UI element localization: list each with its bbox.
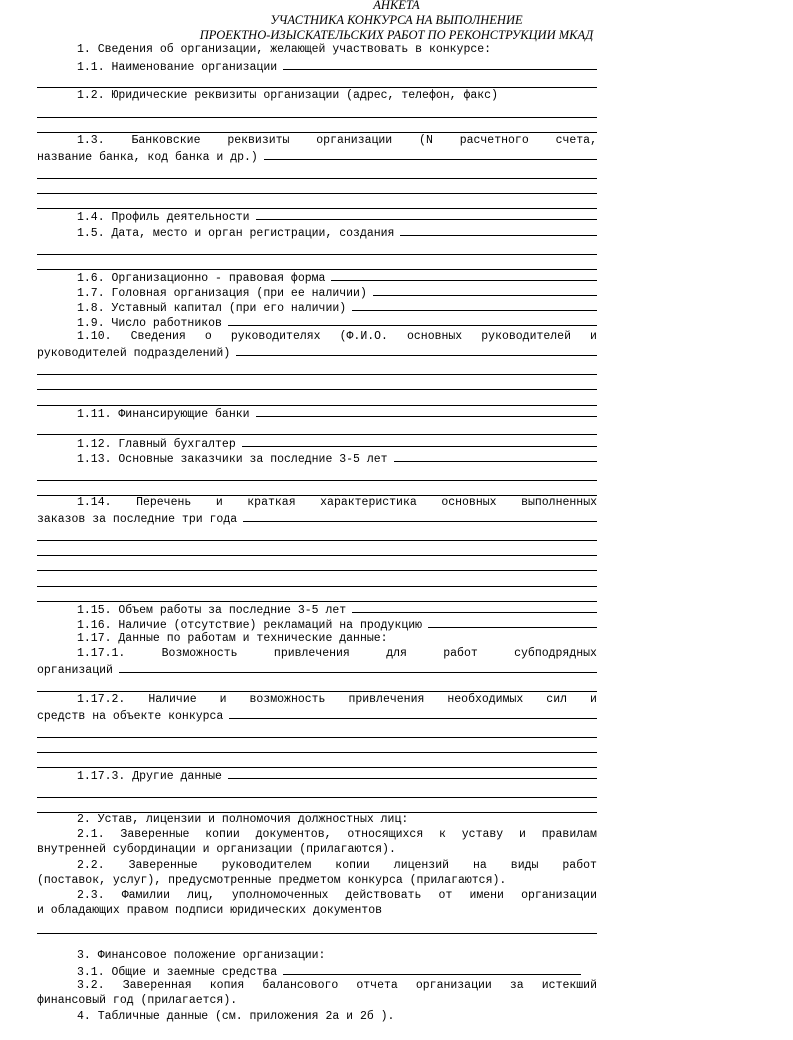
item-2-3-line2: и обладающих правом подписи юридических документов (37, 904, 383, 917)
word: Заверенные (128, 859, 198, 872)
item-1-14-line1 (37, 496, 597, 510)
item-3-2-line2: финансовый год (прилагается). (37, 994, 238, 1007)
word: (Ф.И.О. (339, 330, 388, 343)
funds-field[interactable] (283, 964, 581, 975)
word: 1.17.2. (77, 693, 126, 706)
word: и (590, 330, 597, 343)
word: виды (510, 859, 539, 872)
item-1-17-1-line1 (37, 647, 597, 661)
item-1-3-line1 (37, 134, 597, 148)
fill-line[interactable] (37, 752, 597, 753)
fill-line[interactable] (37, 254, 597, 255)
word: (N (419, 134, 433, 147)
item-3-1: 3.1. Общие и заемные средства (37, 964, 581, 980)
word: лиц, (187, 889, 215, 902)
word: о (204, 330, 212, 343)
item-1-1: 1.1. Наименование организации (37, 59, 597, 75)
word: Заверенная (122, 979, 192, 992)
word: и (215, 496, 223, 509)
resources-field[interactable] (229, 708, 597, 719)
item-1-14-line2: заказов за последние три года (37, 511, 597, 527)
item-1-8: 1.8. Уставный капитал (при его наличии) (37, 300, 597, 316)
item-2-3-line1 (37, 889, 597, 903)
section-2-heading: 2. Устав, лицензии и полномочия должностных лиц: (77, 813, 409, 826)
word: Заверенные (120, 828, 190, 841)
word: и (590, 693, 597, 706)
word: выполненных (521, 496, 597, 509)
customers-field[interactable] (394, 451, 597, 462)
section-4-heading: 4. Табличные данные (см. приложения 2а и 2б ). (77, 1010, 395, 1023)
word: документов, (255, 828, 332, 841)
activity-profile-field[interactable] (256, 209, 597, 220)
fill-line[interactable] (37, 933, 597, 934)
chief-accountant-field[interactable] (242, 436, 597, 447)
item-1-4: 1.4. Профиль деятельности (37, 209, 597, 225)
word: руководителем (221, 859, 312, 872)
item-1-17-1-line2: организаций (37, 662, 597, 678)
word: работ (562, 859, 597, 872)
word: 2.1. (77, 828, 105, 841)
word: балансового (262, 979, 339, 992)
word: лицензий (393, 859, 450, 872)
word: расчетного (459, 134, 529, 147)
item-1-9: 1.9. Число работников (37, 315, 597, 331)
fill-line[interactable] (37, 374, 597, 375)
item-1-17: 1.17. Данные по работам и технические данные: (77, 632, 388, 645)
word: относящихся (347, 828, 424, 841)
word: необходимых (447, 693, 524, 706)
word: привлечения (348, 693, 425, 706)
item-2-2-line1 (37, 859, 597, 873)
word: привлечения (273, 647, 350, 660)
word: копии (205, 828, 240, 841)
word: Возможность (161, 647, 238, 660)
word: реквизиты (227, 134, 290, 147)
word: 2.3. (77, 889, 105, 902)
managers-field[interactable] (236, 345, 597, 356)
word: характеристика (320, 496, 417, 509)
item-1-15: 1.15. Объем работы за последние 3-5 лет (37, 602, 597, 618)
banks-field[interactable] (256, 406, 597, 417)
fill-line[interactable] (37, 586, 597, 587)
item-1-6: 1.6. Организационно - правовая форма (37, 270, 597, 286)
word: 1.17.1. (77, 647, 126, 660)
fill-line[interactable] (37, 117, 597, 118)
section-3-heading: 3. Финансовое положение организации: (77, 949, 326, 962)
item-1-10-line2: руководителей подразделений) (37, 345, 597, 361)
registration-field[interactable] (400, 225, 597, 236)
word: возможность (249, 693, 326, 706)
word: организации (521, 889, 597, 902)
fill-line[interactable] (37, 87, 597, 88)
word: отчета (356, 979, 398, 992)
fill-line[interactable] (37, 737, 597, 738)
section-1-heading: 1. Сведения об организации, желающей участвовать в конкурсе: (77, 43, 492, 56)
word: руководителях (230, 330, 321, 343)
item-1-17-2-line1 (37, 693, 597, 707)
word: счета, (555, 134, 597, 147)
word: Наличие (148, 693, 197, 706)
legal-form-field[interactable] (331, 270, 597, 281)
word: от (438, 889, 453, 902)
item-1-16: 1.16. Наличие (отсутствие) рекламаций на продукцию (37, 617, 597, 633)
fill-line[interactable] (37, 132, 597, 133)
fill-line[interactable] (37, 434, 597, 435)
item-2-1-line2: внутренней субординации и организации (прилагаются). (37, 843, 396, 856)
word: 1.3. (77, 134, 105, 147)
word: имени (469, 889, 504, 902)
item-2-1-line1 (37, 828, 597, 842)
word: организации (415, 979, 492, 992)
word: руководителей (481, 330, 571, 343)
completed-orders-field[interactable] (243, 511, 597, 522)
parent-org-field[interactable] (373, 285, 597, 296)
word: истекший (541, 979, 597, 992)
word: уполномоченных (231, 889, 329, 902)
item-2-2-line2: (поставок, услуг), предусмотренные предметом конкурса (прилагаются). (37, 874, 507, 887)
item-1-2: 1.2. Юридические реквизиты организации (адрес, телефон, факс) (77, 89, 498, 102)
other-data-field[interactable] (228, 768, 597, 779)
word: копия (209, 979, 245, 992)
word: работ (443, 647, 478, 660)
fill-line[interactable] (37, 480, 597, 481)
word: и (519, 828, 526, 841)
word: 2.2. (77, 859, 105, 872)
word: основных (441, 496, 497, 509)
item-1-5: 1.5. Дата, место и орган регистрации, создания (37, 225, 597, 241)
word: 1.14. (77, 496, 112, 509)
item-1-11: 1.11. Финансирующие банки (37, 406, 597, 422)
word: организации (316, 134, 393, 147)
item-1-12: 1.12. Главный бухгалтер (37, 436, 597, 452)
doc-title: АНКЕТА (373, 0, 420, 12)
item-1-3-line2: название банка, код банка и др.) (37, 149, 597, 165)
word: субподрядных (514, 647, 597, 660)
doc-subtitle-2: ПРОЕКТНО-ИЗЫСКАТЕЛЬСКИХ РАБОТ ПО РЕКОНСТРУКЦИИ МКАД (199, 28, 594, 42)
word: 1.10. (77, 330, 112, 343)
item-3-2-line1 (37, 979, 597, 993)
doc-subtitle-1: УЧАСТНИКА КОНКУРСА НА ВЫПОЛНЕНИЕ (270, 13, 523, 27)
item-1-13: 1.13. Основные заказчики за последние 3-5 лет (37, 451, 597, 467)
word: 3.2. (77, 979, 105, 992)
item-1-10-line1 (37, 330, 597, 344)
word: уставу (461, 828, 504, 841)
fill-line[interactable] (37, 797, 597, 798)
word: копии (335, 859, 370, 872)
word: Сведения (130, 330, 186, 343)
fill-line[interactable] (37, 691, 597, 692)
word: к (439, 828, 446, 841)
word: Банковские (131, 134, 201, 147)
word: сил (546, 693, 568, 706)
word: на (473, 859, 487, 872)
word: действовать (345, 889, 422, 902)
word: основных (406, 330, 463, 343)
org-name-field[interactable] (283, 59, 597, 70)
fill-line[interactable] (37, 389, 597, 390)
item-1-17-3: 1.17.3. Другие данные (37, 768, 597, 784)
work-volume-field[interactable] (352, 602, 597, 613)
word: и (219, 693, 227, 706)
employees-field[interactable] (228, 315, 597, 326)
fill-line[interactable] (37, 193, 597, 194)
fill-line[interactable] (37, 555, 597, 556)
bank-details-field[interactable] (264, 149, 597, 160)
word: за (509, 979, 524, 992)
subcontractors-field[interactable] (119, 662, 597, 673)
charter-capital-field[interactable] (352, 300, 597, 311)
word: Фамилии (121, 889, 171, 902)
complaints-field[interactable] (428, 617, 597, 628)
word: для (386, 647, 407, 660)
word: Перечень (136, 496, 192, 509)
fill-line[interactable] (37, 178, 597, 179)
fill-line[interactable] (37, 540, 597, 541)
word: краткая (247, 496, 296, 509)
item-1-7: 1.7. Головная организация (при ее наличии) (37, 285, 597, 301)
word: правилам (541, 828, 597, 841)
item-1-17-2-line2: средств на объекте конкурса (37, 708, 597, 724)
fill-line[interactable] (37, 570, 597, 571)
